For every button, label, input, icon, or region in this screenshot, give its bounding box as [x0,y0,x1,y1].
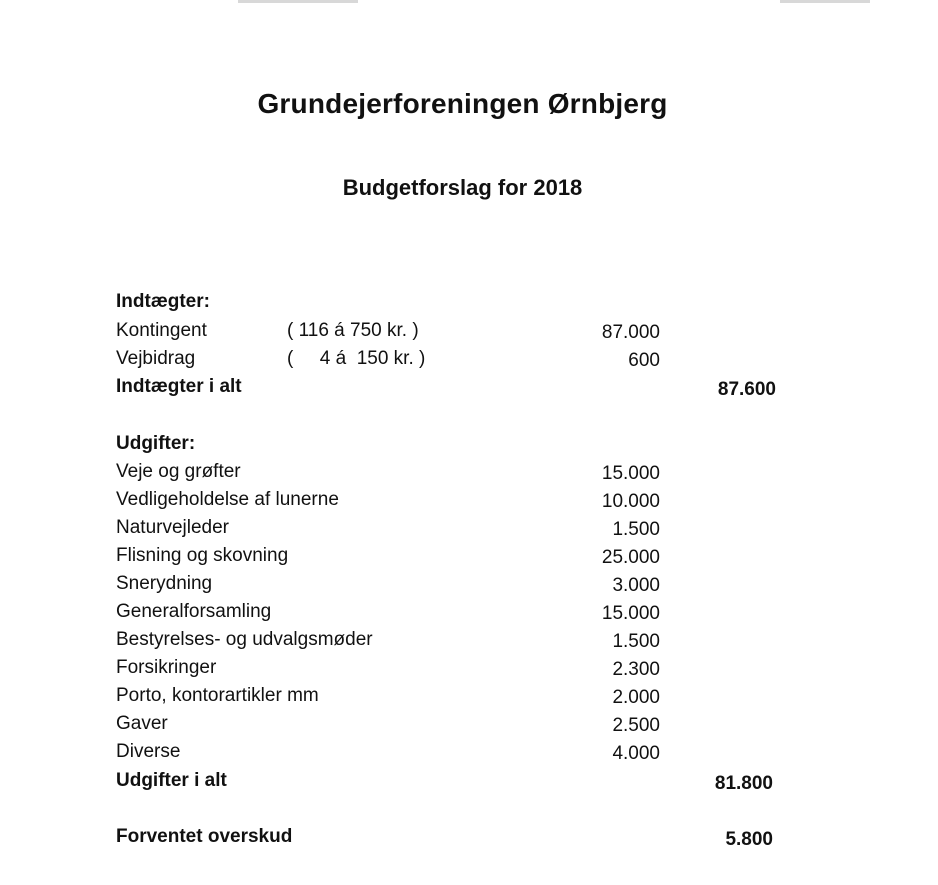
income-row [0,348,938,374]
expenses-total-label: Udgifter i alt [116,770,227,791]
expenses-heading-row [0,433,938,459]
income-total-label: Indtægter i alt [116,376,242,397]
expenses-total-row [0,770,938,796]
expense-amount: 10.000 [601,491,660,512]
expense-amount: 3.000 [612,575,660,596]
income-label: Vejbidrag [116,348,196,369]
income-heading: Indtægter: [116,291,210,312]
expense-label: Generalforsamling [116,601,272,622]
scan-edge-mark [238,0,358,3]
expense-row [0,657,938,683]
income-total: 87.600 [717,379,776,400]
expenses-total: 81.800 [714,773,773,794]
expense-label: Naturvejleder [116,517,229,538]
income-note: ( 4 á 150 kr. ) [287,348,426,369]
expense-amount: 4.000 [612,743,660,764]
expense-label: Gaver [116,713,168,734]
expense-amount: 2.300 [612,659,660,680]
expense-row [0,461,938,487]
income-note: ( 116 á 750 kr. ) [287,320,419,341]
income-label: Kontingent [116,320,207,341]
income-amount: 600 [628,350,660,371]
expense-amount: 15.000 [601,603,660,624]
expense-label: Diverse [116,741,181,762]
expense-row [0,573,938,599]
expense-label: Veje og grøfter [116,461,241,482]
expense-label: Vedligeholdelse af lunerne [116,489,339,510]
expense-label: Bestyrelses- og udvalgsmøder [116,629,373,650]
income-row [0,320,938,346]
expense-label: Snerydning [116,573,213,594]
income-total-row [0,376,938,402]
expense-row [0,629,938,655]
income-heading-row [0,291,938,317]
expense-row [0,517,938,543]
result-row [0,826,938,852]
document-subtitle: Budgetforslag for 2018 [342,175,583,200]
expense-row [0,685,938,711]
expense-row [0,713,938,739]
expense-amount: 1.500 [612,519,660,540]
expense-amount: 2.500 [612,715,660,736]
expense-amount: 25.000 [601,547,660,568]
result-label: Forventet overskud [116,826,293,847]
expense-row [0,741,938,767]
expense-row [0,545,938,571]
expense-row [0,489,938,515]
expense-label: Flisning og skovning [116,545,289,566]
result-value: 5.800 [725,829,773,850]
income-amount: 87.000 [601,322,660,343]
expense-amount: 2.000 [612,687,660,708]
expense-label: Porto, kontorartikler mm [116,685,319,706]
expense-row [0,601,938,627]
document-title: Grundejerforeningen Ørnbjerg [257,88,668,119]
expense-amount: 1.500 [612,631,660,652]
expenses-heading: Udgifter: [116,433,196,454]
expense-label: Forsikringer [116,657,217,678]
scan-edge-mark [780,0,870,3]
expense-amount: 15.000 [601,463,660,484]
